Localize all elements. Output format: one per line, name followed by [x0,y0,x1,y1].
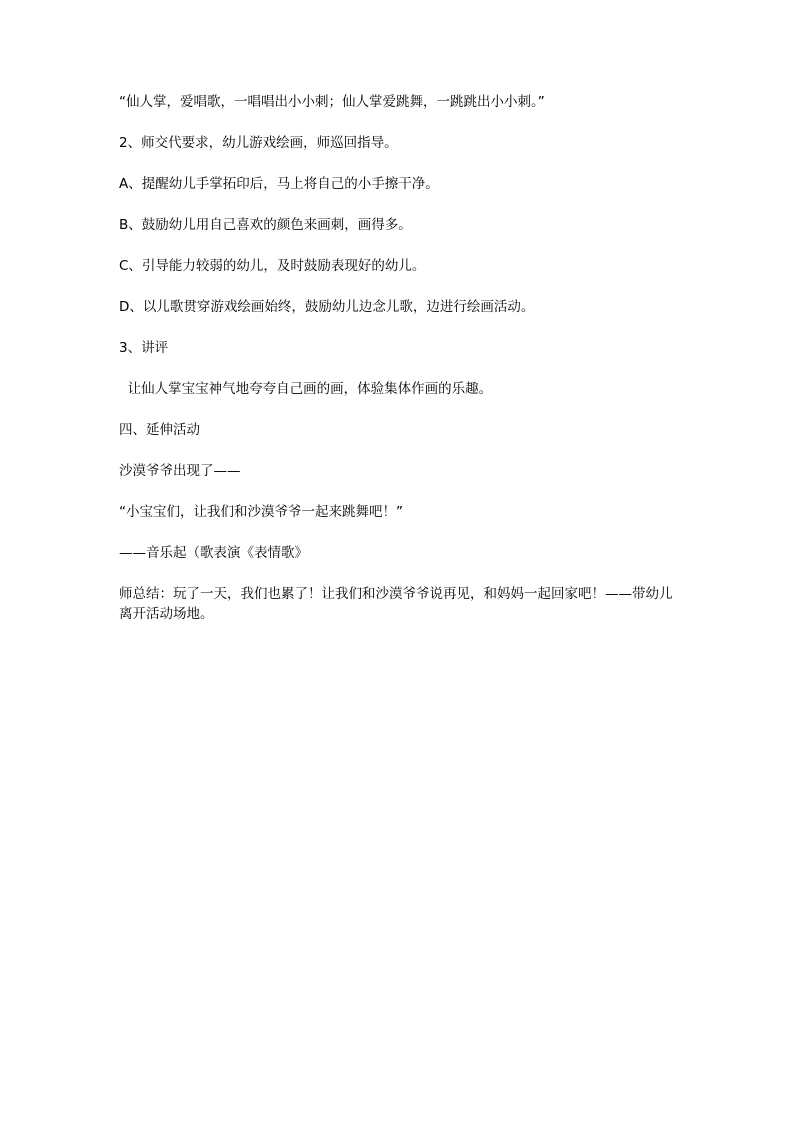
step-a-item: A、提醒幼儿手掌拓印后，马上将自己的小手擦干净。 [119,176,439,192]
section-4-heading: 四、延伸活动 [119,422,200,438]
review-paragraph: 让仙人掌宝宝神气地夸夸自己画的画，体验集体作画的乐趣。 [119,381,493,397]
step-3-heading: 3、讲评 [119,340,169,356]
music-paragraph: ——音乐起（歌表演《表情歌》 [119,545,308,561]
dance-quote-paragraph: “小宝宝们，让我们和沙漠爷爷一起来跳舞吧！” [119,504,403,520]
step-b-item: B、鼓励幼儿用自己喜欢的颜色来画刺，画得多。 [119,217,412,233]
document-body [119,92,679,624]
summary-paragraph: 师总结：玩了一天，我们也累了！让我们和沙漠爷爷说再见，和妈妈一起回家吧！——带幼儿离开活动场地。 [119,586,673,622]
step-c-item: C、引导能力较弱的幼儿，及时鼓励表现好的幼儿。 [119,258,426,274]
step-2-heading: 2、师交代要求，幼儿游戏绘画，师巡回指导。 [119,135,398,151]
step-d-item: D、以儿歌贯穿游戏绘画始终，鼓励幼儿边念儿歌，边进行绘画活动。 [119,299,535,315]
song-quote-paragraph: “仙人掌，爱唱歌，一唱唱出小小刺；仙人掌爱跳舞，一跳跳出小小刺。” [119,94,545,110]
desert-grandpa-paragraph: 沙漠爷爷出现了—— [119,463,241,479]
